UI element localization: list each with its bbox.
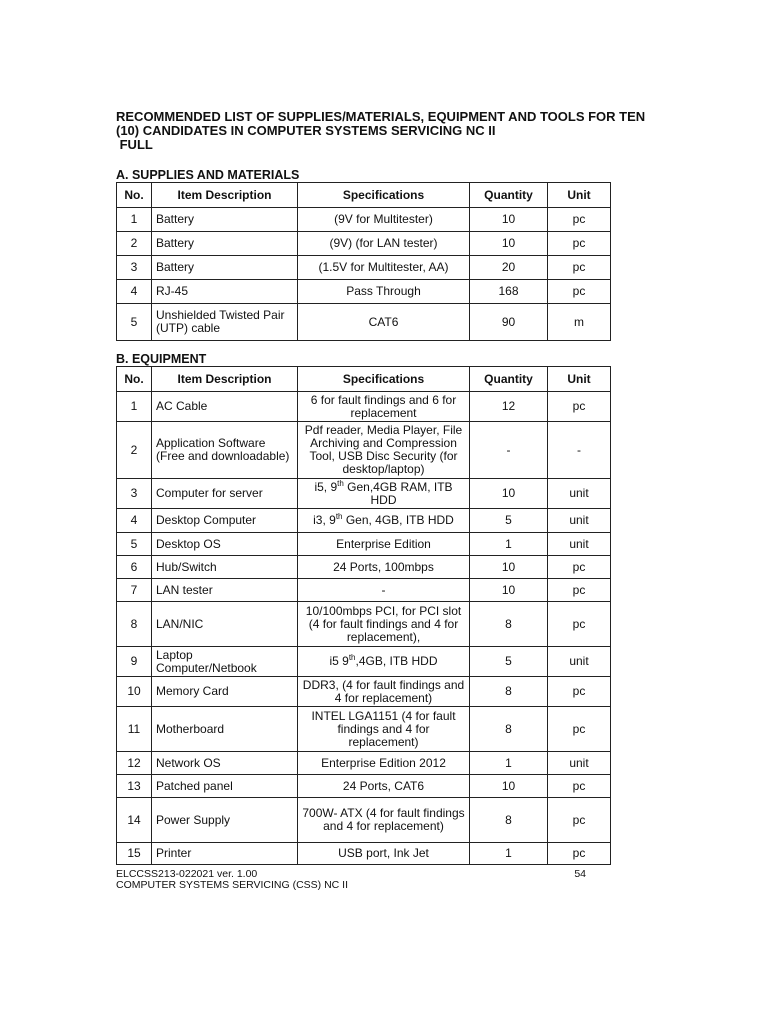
- cell-no: 4: [117, 509, 152, 533]
- spec-text: i5 9: [329, 654, 349, 668]
- cell-item: Power Supply: [152, 798, 298, 843]
- cell-no: 12: [117, 752, 152, 775]
- equipment-table: [116, 366, 611, 865]
- spec-superscript: th: [335, 512, 343, 521]
- cell-unit: pc: [548, 256, 611, 280]
- supplies-table: [116, 182, 611, 341]
- cell-qty: 1: [470, 752, 548, 775]
- heading-line-2: (10) CANDIDATES IN COMPUTER SYSTEMS SERVICING NC II: [116, 123, 496, 138]
- cell-qty: 8: [470, 798, 548, 843]
- heading-line-1: RECOMMENDED LIST OF SUPPLIES/MATERIALS, EQUIPMENT AND TOOLS FOR TEN: [116, 109, 646, 124]
- cell-unit: pc: [548, 556, 611, 579]
- cell-unit: pc: [548, 208, 611, 232]
- cell-spec: 24 Ports, CAT6: [298, 775, 470, 798]
- table-row: [117, 707, 611, 752]
- cell-no: 5: [117, 304, 152, 341]
- table-row: [117, 752, 611, 775]
- cell-unit: pc: [548, 843, 611, 865]
- cell-unit: unit: [548, 509, 611, 533]
- cell-no: 6: [117, 556, 152, 579]
- spec-text: i5, 9: [314, 479, 338, 494]
- cell-qty: 10: [470, 208, 548, 232]
- table-row: [117, 533, 611, 556]
- col-header-item: Item Description: [152, 367, 298, 392]
- cell-qty: 90: [470, 304, 548, 341]
- cell-no: 3: [117, 256, 152, 280]
- cell-item: Patched panel: [152, 775, 298, 798]
- cell-item: Unshielded Twisted Pair (UTP) cable: [152, 304, 298, 341]
- cell-no: 1: [117, 392, 152, 422]
- cell-unit: pc: [548, 280, 611, 304]
- col-header-spec: Specifications: [298, 183, 470, 208]
- cell-unit: pc: [548, 232, 611, 256]
- table-row: [117, 208, 611, 232]
- col-header-no: No.: [117, 183, 152, 208]
- cell-item: Laptop Computer/Netbook: [152, 647, 298, 677]
- cell-unit: pc: [548, 677, 611, 707]
- cell-no: 2: [117, 232, 152, 256]
- cell-no: 15: [117, 843, 152, 865]
- cell-spec: CAT6: [298, 304, 470, 341]
- table-row: [117, 280, 611, 304]
- cell-qty: 10: [470, 556, 548, 579]
- cell-unit: -: [548, 422, 611, 479]
- section-b-title: B. EQUIPMENT: [116, 352, 207, 366]
- table-row: [117, 677, 611, 707]
- table-row: [117, 843, 611, 865]
- cell-no: 7: [117, 579, 152, 602]
- cell-item: LAN tester: [152, 579, 298, 602]
- cell-qty: 20: [470, 256, 548, 280]
- spec-text: Gen,4GB RAM, ITB HDD: [343, 479, 453, 507]
- table-row: [117, 775, 611, 798]
- cell-no: 3: [117, 479, 152, 509]
- table-row: [117, 647, 611, 677]
- cell-no: 2: [117, 422, 152, 479]
- spec-superscript: th: [348, 653, 356, 662]
- spec-superscript: th: [337, 478, 344, 488]
- cell-spec: 24 Ports, 100mbps: [298, 556, 470, 579]
- spec-text: Gen, 4GB, ITB HDD: [342, 513, 454, 527]
- cell-spec: (9V) (for LAN tester): [298, 232, 470, 256]
- cell-spec: [298, 479, 470, 509]
- table-row: [117, 556, 611, 579]
- cell-spec: Enterprise Edition 2012: [298, 752, 470, 775]
- cell-spec: Pass Through: [298, 280, 470, 304]
- cell-spec: 6 for fault findings and 6 for replacement: [298, 392, 470, 422]
- cell-no: 8: [117, 602, 152, 647]
- cell-item: Memory Card: [152, 677, 298, 707]
- cell-qty: 1: [470, 533, 548, 556]
- cell-no: 10: [117, 677, 152, 707]
- cell-qty: 8: [470, 677, 548, 707]
- table-row: [117, 392, 611, 422]
- cell-unit: unit: [548, 479, 611, 509]
- cell-item: Printer: [152, 843, 298, 865]
- table-header-row: [117, 367, 611, 392]
- cell-no: 14: [117, 798, 152, 843]
- table-row: [117, 256, 611, 280]
- col-header-spec: Specifications: [298, 367, 470, 392]
- cell-spec: -: [298, 579, 470, 602]
- cell-unit: unit: [548, 752, 611, 775]
- cell-item: Motherboard: [152, 707, 298, 752]
- table-row: [117, 479, 611, 509]
- spec-text: i3, 9: [313, 513, 336, 527]
- cell-spec: 700W- ATX (4 for fault findings and 4 for replacement): [298, 798, 470, 843]
- section-a-title: A. SUPPLIES AND MATERIALS: [116, 168, 300, 182]
- cell-no: 5: [117, 533, 152, 556]
- cell-item: Computer for server: [152, 479, 298, 509]
- footer-code: ELCCSS213-022021 ver. 1.00: [116, 868, 258, 880]
- cell-unit: pc: [548, 707, 611, 752]
- cell-no: 9: [117, 647, 152, 677]
- cell-unit: pc: [548, 392, 611, 422]
- cell-spec: (1.5V for Multitester, AA): [298, 256, 470, 280]
- table-row: [117, 422, 611, 479]
- cell-spec: Enterprise Edition: [298, 533, 470, 556]
- col-header-qty: Quantity: [470, 183, 548, 208]
- table-row: [117, 304, 611, 341]
- cell-item: Hub/Switch: [152, 556, 298, 579]
- cell-unit: pc: [548, 602, 611, 647]
- cell-unit: unit: [548, 647, 611, 677]
- cell-item: LAN/NIC: [152, 602, 298, 647]
- cell-item: Battery: [152, 232, 298, 256]
- table-row: [117, 798, 611, 843]
- footer-title: COMPUTER SYSTEMS SERVICING (CSS) NC II: [116, 879, 348, 891]
- cell-qty: 5: [470, 647, 548, 677]
- col-header-unit: Unit: [548, 183, 611, 208]
- cell-unit: pc: [548, 775, 611, 798]
- cell-no: 4: [117, 280, 152, 304]
- cell-unit: pc: [548, 798, 611, 843]
- cell-spec: Pdf reader, Media Player, File Archiving and Compression Tool, USB Disc Security (for desktop/laptop): [298, 422, 470, 479]
- cell-item: Battery: [152, 256, 298, 280]
- page-number: 54: [574, 868, 586, 880]
- table-row: [117, 232, 611, 256]
- table-row: [117, 602, 611, 647]
- cell-spec: 10/100mbps PCI, for PCI slot (4 for fault findings and 4 for replacement),: [298, 602, 470, 647]
- cell-item: AC Cable: [152, 392, 298, 422]
- table-row: [117, 579, 611, 602]
- cell-unit: pc: [548, 579, 611, 602]
- cell-spec: DDR3, (4 for fault findings and 4 for replacement): [298, 677, 470, 707]
- cell-item: Desktop OS: [152, 533, 298, 556]
- col-header-no: No.: [117, 367, 152, 392]
- cell-qty: 10: [470, 775, 548, 798]
- cell-item: Desktop Computer: [152, 509, 298, 533]
- cell-item: Application Software (Free and downloadable): [152, 422, 298, 479]
- spec-text: ,4GB, ITB HDD: [355, 654, 438, 668]
- cell-item: Battery: [152, 208, 298, 232]
- table-header-row: [117, 183, 611, 208]
- cell-item: RJ-45: [152, 280, 298, 304]
- cell-item: Network OS: [152, 752, 298, 775]
- cell-qty: 1: [470, 843, 548, 865]
- cell-qty: 8: [470, 602, 548, 647]
- cell-qty: 12: [470, 392, 548, 422]
- cell-spec: (9V for Multitester): [298, 208, 470, 232]
- cell-spec: INTEL LGA1151 (4 for fault findings and 4 for replacement): [298, 707, 470, 752]
- page-footer: [116, 869, 586, 891]
- cell-no: 13: [117, 775, 152, 798]
- cell-no: 1: [117, 208, 152, 232]
- cell-qty: 8: [470, 707, 548, 752]
- cell-qty: 5: [470, 509, 548, 533]
- cell-qty: 168: [470, 280, 548, 304]
- cell-unit: m: [548, 304, 611, 341]
- cell-no: 11: [117, 707, 152, 752]
- table-row: [117, 509, 611, 533]
- cell-spec: [298, 647, 470, 677]
- cell-spec: [298, 509, 470, 533]
- cell-qty: 10: [470, 232, 548, 256]
- cell-qty: -: [470, 422, 548, 479]
- col-header-item: Item Description: [152, 183, 298, 208]
- heading-line-3: FULL: [116, 137, 153, 152]
- cell-spec: USB port, Ink Jet: [298, 843, 470, 865]
- col-header-unit: Unit: [548, 367, 611, 392]
- cell-unit: unit: [548, 533, 611, 556]
- cell-qty: 10: [470, 479, 548, 509]
- col-header-qty: Quantity: [470, 367, 548, 392]
- document-heading: [116, 109, 646, 152]
- cell-qty: 10: [470, 579, 548, 602]
